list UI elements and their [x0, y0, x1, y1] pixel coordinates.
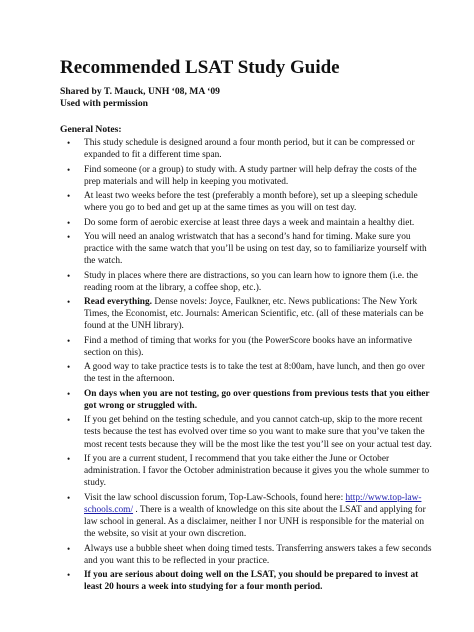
note-bold-text: On days when you are not testing, go over questions from previous tests that you either got wrong or struggled with.	[84, 388, 430, 411]
document-title: Recommended LSAT Study Guide	[60, 57, 340, 78]
note-item	[67, 231, 434, 268]
bullet-icon: •	[67, 362, 71, 373]
note-text: Study in places where there are distractions, so you can learn how to ignore them (i.e. the reading room at the library, a coffee shop, etc.).	[84, 270, 418, 293]
note-text: You will need an analog wristwatch that has a second’s hand for timing. Make sure you practice with the same watch that you’ll be using on test day, so to familiarize yourself with the watch.	[84, 231, 427, 267]
bullet-icon: •	[67, 217, 71, 228]
note-item	[67, 217, 434, 229]
general-notes-heading: General Notes:	[60, 124, 122, 135]
note-text: If you get behind on the testing schedule, and you cannot catch-up, skip to the more recent tests because the test has evolved over time so you want to make sure that you’ve taken the most recent tests because they will be the most like the test you’ll see on your actual test day.	[84, 415, 432, 450]
bullet-icon: •	[67, 415, 71, 426]
note-text: This study schedule is designed around a four month period, but it can be compressed or expanded to fit a different time span.	[84, 138, 415, 161]
note-text: If you are a current student, I recommend that you take either the June or October administration. I favor the October administration because it gives you the whole summer to study.	[84, 453, 430, 489]
note-text: Find a method of timing that works for you (the PowerScore books have an informative section on this).	[84, 335, 413, 358]
bullet-icon: •	[67, 231, 71, 242]
shared-by-line: Shared by T. Mauck, UNH ‘08, MA ‘09	[60, 86, 220, 97]
bullet-icon: •	[67, 453, 71, 464]
note-text: Dense novels: Joyce, Faulkner, etc. News publications: The New York Times, the Economist, etc. Journals: American Scientific, etc. (all of these materials can be found at the UNH library).	[84, 297, 424, 332]
bullet-icon: •	[67, 297, 71, 307]
note-item	[67, 388, 434, 412]
note-item	[67, 361, 434, 385]
note-text: At least two weeks before the test (preferably a month before), set up a sleeping schedule where you go to bed and get up at the same times as you will on test day.	[84, 191, 418, 214]
note-item	[67, 270, 434, 294]
note-bold-text: If you are serious about doing well on the LSAT, you should be prepared to invest at least 20 hours a week into studying for a four month period.	[84, 570, 419, 593]
bullet-icon: •	[67, 164, 71, 175]
top-law-schools-link[interactable]: http://www.top-law-schools.com/	[84, 492, 422, 515]
bullet-icon: •	[67, 543, 71, 554]
note-text: Always use a bubble sheet when doing timed tests. Transferring answers takes a few seconds and you want this to be reflected in your practice.	[84, 543, 432, 566]
note-item	[67, 137, 434, 161]
bullet-icon: •	[67, 570, 71, 581]
note-item	[67, 335, 434, 359]
note-item	[67, 543, 434, 567]
general-notes-list	[60, 137, 434, 593]
note-text: . There is a wealth of knowledge on this site about the LSAT and applying for law school in general. As a disclaimer, neither I nor UNH is responsible for the material on the website, so visit at your own discretion.	[84, 504, 426, 540]
permission-line: Used with permission	[60, 98, 148, 109]
note-bold-text: Read everything.	[84, 297, 152, 307]
note-text: Visit the law school discussion forum, Top-Law-Schools, found here:	[84, 492, 346, 503]
bullet-icon: •	[67, 138, 71, 148]
note-item	[67, 569, 434, 593]
note-item	[67, 190, 434, 214]
bullet-icon: •	[67, 191, 71, 201]
bullet-icon: •	[67, 388, 71, 399]
note-item	[67, 296, 434, 333]
note-text: Do some form of aerobic exercise at least three days a week and maintain a healthy diet.	[84, 217, 415, 228]
note-text: A good way to take practice tests is to take the test at 8:00am, have lunch, and then go over the test in the afternoon.	[84, 362, 425, 385]
bullet-icon: •	[67, 270, 71, 281]
bullet-icon: •	[67, 492, 71, 503]
note-text: Find someone (or a group) to study with. A study partner will help defray the costs of the prep materials and will help in keeping you motivated.	[84, 164, 417, 187]
note-item	[67, 414, 434, 451]
bullet-icon: •	[67, 335, 71, 346]
note-item	[67, 492, 434, 541]
note-item	[67, 453, 434, 490]
note-item	[67, 164, 434, 188]
